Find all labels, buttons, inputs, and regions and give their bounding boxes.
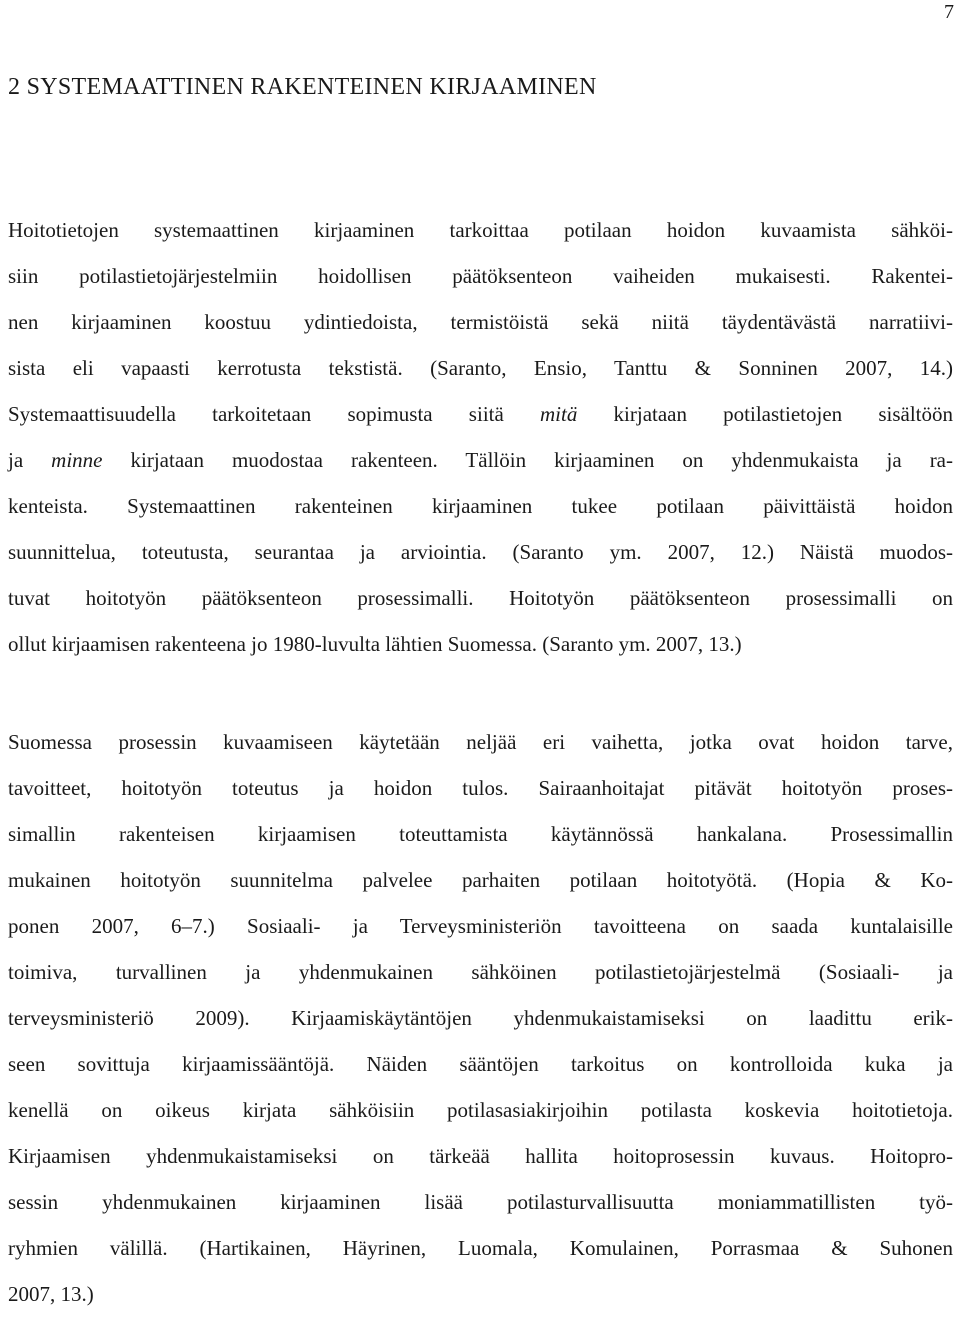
text-line: tavoitteet, hoitotyön toteutus ja hoidon tulos. Sairaanhoitajat pitävät hoitotyön proses- <box>8 776 953 800</box>
text-line: ollut kirjaamisen rakenteena jo 1980-luvulta lähtien Suomessa. (Saranto ym. 2007, 13.) <box>8 632 742 656</box>
text-line: terveysministeriö 2009). Kirjaamiskäytäntöjen yhdenmukaistamiseksi on laadittu erik- <box>8 1006 953 1030</box>
text-line: kenellä on oikeus kirjata sähköisiin potilasasiakirjoihin potilasta koskevia hoitotietoja. <box>8 1098 953 1122</box>
emphasis-minne: minne <box>51 448 103 472</box>
text-line: ja minne kirjataan muodostaa rakenteen. Tällöin kirjaaminen on yhdenmukaista ja ra- <box>8 448 953 472</box>
text-line: mukainen hoitotyön suunnitelma palvelee parhaiten potilaan hoitotyötä. (Hopia & Ko- <box>8 868 953 892</box>
text-line: ponen 2007, 6–7.) Sosiaali- ja Terveysministeriön tavoitteena on saada kuntalaisille <box>8 914 953 938</box>
emphasis-mita: mitä <box>540 402 578 426</box>
text-line: Kirjaamisen yhdenmukaistamiseksi on tärkeää hallita hoitoprosessin kuvaus. Hoitopro- <box>8 1144 953 1168</box>
text-line: toimiva, turvallinen ja yhdenmukainen sähköinen potilastietojärjestelmä (Sosiaali- ja <box>8 960 953 984</box>
text-line: kenteista. Systemaattinen rakenteinen kirjaaminen tukee potilaan päivittäistä hoidon <box>8 494 953 518</box>
text-line: ryhmien välillä. (Hartikainen, Häyrinen, Luomala, Komulainen, Porrasmaa & Suhonen <box>8 1236 953 1260</box>
text-line: Suomessa prosessin kuvaamiseen käytetään neljää eri vaihetta, jotka ovat hoidon tarve, <box>8 730 953 754</box>
text-line: seen sovittuja kirjaamissääntöjä. Näiden sääntöjen tarkoitus on kontrolloida kuka ja <box>8 1052 953 1076</box>
text-line: Hoitotietojen systemaattinen kirjaaminen tarkoittaa potilaan hoidon kuvaamista sähköi- <box>8 218 953 242</box>
text-line: suunnittelua, toteutusta, seurantaa ja arviointia. (Saranto ym. 2007, 12.) Näistä muodos- <box>8 540 953 564</box>
paragraph-2 <box>8 719 953 1317</box>
text-line: nen kirjaaminen koostuu ydintiedoista, termistöistä sekä niitä täydentävästä narratiivi- <box>8 310 953 334</box>
text-line: Systemaattisuudella tarkoitetaan sopimusta siitä mitä kirjataan potilastietojen sisältöön <box>8 402 954 426</box>
page-number: 7 <box>944 1 954 23</box>
text-line: simallin rakenteisen kirjaamisen toteuttamista käytännössä hankalana. Prosessimallin <box>8 822 953 846</box>
paragraph-1 <box>8 207 953 667</box>
section-heading: 2 SYSTEMAATTINEN RAKENTEINEN KIRJAAMINEN <box>8 74 597 100</box>
text-line: 2007, 13.) <box>8 1282 94 1306</box>
text-line: sista eli vapaasti kerrotusta tekstistä. (Saranto, Ensio, Tanttu & Sonninen 2007, 14.) <box>8 356 953 380</box>
text-line: tuvat hoitotyön päätöksenteon prosessimalli. Hoitotyön päätöksenteon prosessimalli on <box>8 586 953 610</box>
text-line: siin potilastietojärjestelmiin hoidollisen päätöksenteon vaiheiden mukaisesti. Rakentei- <box>8 264 953 288</box>
text-line: sessin yhdenmukainen kirjaaminen lisää potilasturvallisuutta moniammatillisten työ- <box>8 1190 953 1214</box>
